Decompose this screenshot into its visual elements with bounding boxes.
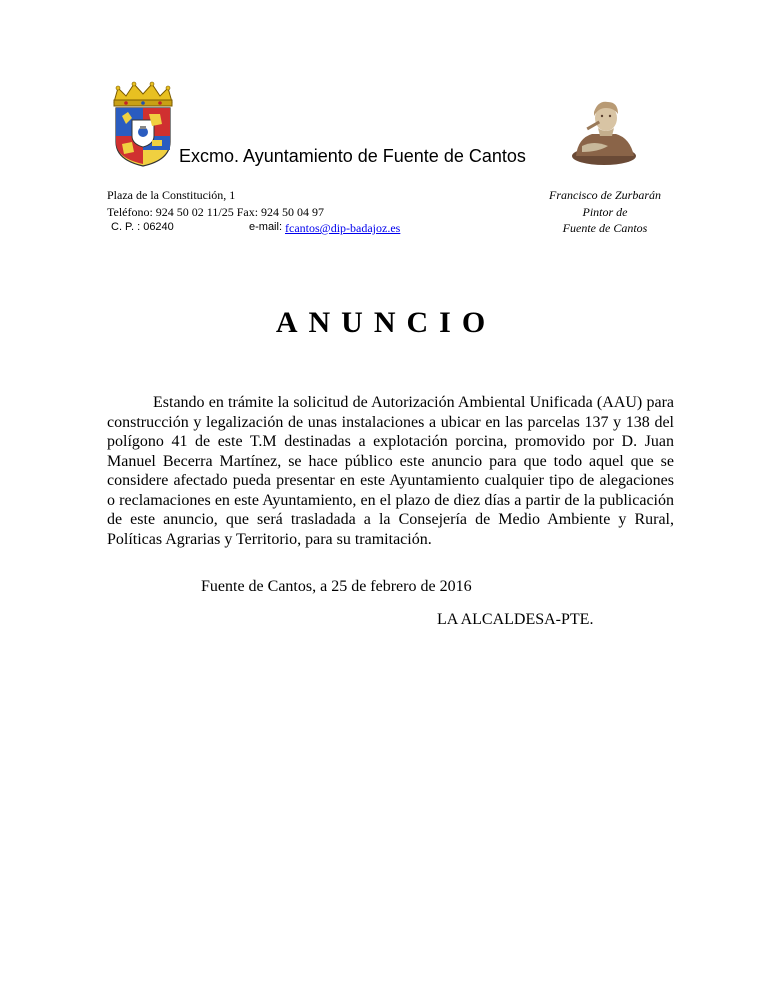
portrait-caption-role: Pintor de <box>582 205 628 219</box>
postal-code-text: C. P. : 06240 <box>111 221 174 233</box>
portrait-caption-place: Fuente de Cantos <box>562 221 648 235</box>
coat-of-arms-icon <box>108 80 178 168</box>
phone-fax-text: Teléfono: 924 50 02 11/25 Fax: 924 50 04 97 <box>107 205 325 219</box>
address-text: Plaza de la Constitución, 1 <box>107 188 236 202</box>
portrait-caption-name: Francisco de Zurbarán <box>549 188 661 202</box>
email-link[interactable]: fcantos@dip-badajoz.es <box>285 221 401 235</box>
date-line: Fuente de Cantos, a 25 de febrero de 2016 <box>201 578 472 595</box>
document-title: ANUNCIO <box>275 306 497 339</box>
signature-line: LA ALCALDESA-PTE. <box>437 611 594 628</box>
organization-name: Excmo. Ayuntamiento de Fuente de Cantos <box>179 146 526 166</box>
email-label: e-mail: <box>249 221 283 233</box>
portrait-image <box>568 94 640 166</box>
announcement-body: Estando en trámite la solicitud de Autorización Ambiental Unificada (AAU) para construcción y legalización de unas instalaciones a ubicar en las parcelas 137 y 138 del polígono 41 de este T.M destinadas a explotación porcina, promovido por D. Juan Manuel Becerra Martínez, se hace público este anuncio para que todo aquel que se considere afectado pueda presentar en este Ayuntamiento cualquier tipo de alegaciones o reclamaciones en este Ayuntamiento, en el plazo de diez días a partir de la publicación de este anuncio, que será trasladada a la Consejería de Medio Ambiente y Rural, Políticas Agrarias y Territorio, para su tramitación. <box>107 394 674 548</box>
